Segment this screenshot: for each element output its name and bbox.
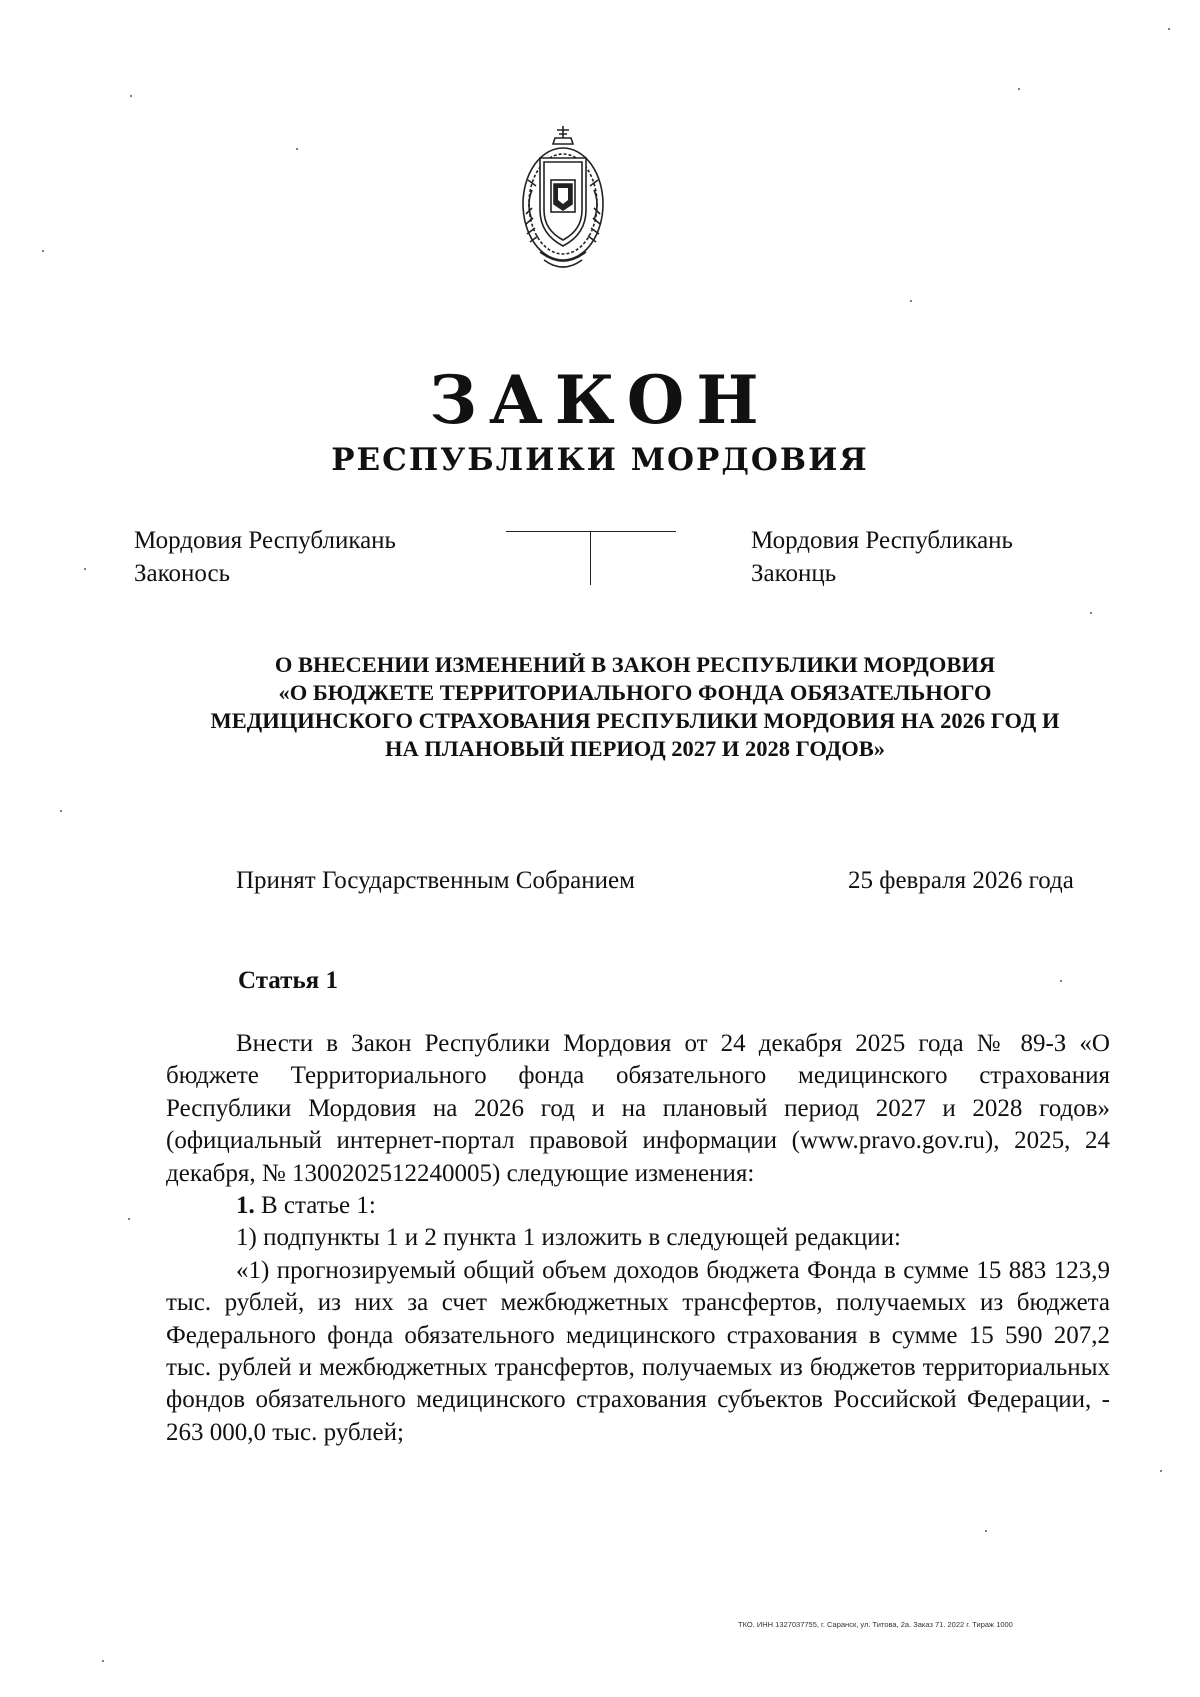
point-number: 1. [236, 1192, 255, 1220]
article-quote-paragraph: «1) прогнозируемый общий объем доходов бюджета Фонда в сумме 15 883 123,9 тыс. рублей, из них за счет межбюджетных трансфертов, получаемых из бюджета Федерального фонда обязательного медицинского страхования в сумме 15 590 207,2 тыс. рублей и межбюджетных трансфертов, получаемых из бюджетов территориальных фондов обязательного медицинского страхования субъектов Российской Федерации, - 263 000,0 тыс. рублей; [166, 1256, 1110, 1446]
moksha-caption-line: Мордовия Республикань [751, 527, 1013, 554]
law-heading-line: «О БЮДЖЕТЕ ТЕРРИТОРИАЛЬНОГО ФОНДА ОБЯЗАТЕЛЬНОГО [278, 680, 992, 705]
article-intro-paragraph: Внести в Закон Республики Мордовия от 24 декабря 2025 года № 89-З «О бюджете Территориального фонда обязательного медицинского страхования Республики Мордовия на 2026 год и на плановый период 2027 и 2028 годов» (официальный интернет-портал правовой информации (www.pravo.gov.ru), 2025, 24 декабря, № 1300202512240005) следующие изменения: [166, 1030, 1110, 1187]
adoption-label: Принят Государственным Собранием [236, 867, 635, 894]
scan-speck [102, 1660, 104, 1662]
scan-speck [84, 568, 86, 570]
scan-speck [910, 300, 912, 302]
moksha-caption-line: Законць [751, 560, 837, 587]
coat-of-arms-emblem [518, 124, 608, 276]
scan-speck [985, 1530, 987, 1532]
law-heading [160, 651, 1110, 763]
scan-speck [296, 148, 298, 150]
erzya-caption [134, 524, 396, 590]
header-divider-horizontal [506, 531, 676, 532]
erzya-caption-line: Мордовия Республикань [134, 527, 396, 554]
scan-speck [1168, 28, 1170, 30]
scan-speck [60, 810, 62, 812]
point-text: В статье 1: [254, 1192, 376, 1220]
article-point [166, 1190, 1110, 1222]
law-heading-line: МЕДИЦИНСКОГО СТРАХОВАНИЯ РЕСПУБЛИКИ МОРДОВИЯ НА 2026 ГОД И [210, 708, 1060, 733]
scan-speck [42, 250, 44, 252]
moksha-caption [751, 524, 1013, 590]
article-subpoint: 1) подпункты 1 и 2 пункта 1 изложить в следующей редакции: [236, 1224, 901, 1252]
article-body [166, 1028, 1110, 1449]
law-heading-line: НА ПЛАНОВЫЙ ПЕРИОД 2027 И 2028 ГОДОВ» [384, 736, 886, 761]
scan-speck [128, 1218, 130, 1220]
printer-imprint: ТКО. ИНН 1327037755, г. Саранск, ул. Титова, 2а. Заказ 71. 2022 г. Тираж 1000 [738, 1620, 1013, 1629]
header-divider-vertical [590, 531, 591, 585]
law-subtitle: РЕСПУБЛИКИ МОРДОВИЯ [331, 442, 869, 478]
law-heading-line: О ВНЕСЕНИИ ИЗМЕНЕНИЙ В ЗАКОН РЕСПУБЛИКИ МОРДОВИЯ [274, 652, 996, 677]
scan-speck [1160, 1470, 1162, 1472]
scan-speck [1060, 980, 1062, 982]
article-title: Статья 1 [238, 967, 338, 994]
adoption-date: 25 февраля 2026 года [848, 867, 1074, 894]
scan-speck [1018, 88, 1020, 90]
scan-speck [130, 95, 132, 97]
scan-speck [1090, 612, 1092, 614]
law-title: ЗАКОН [429, 361, 771, 439]
erzya-caption-line: Законось [134, 560, 230, 587]
